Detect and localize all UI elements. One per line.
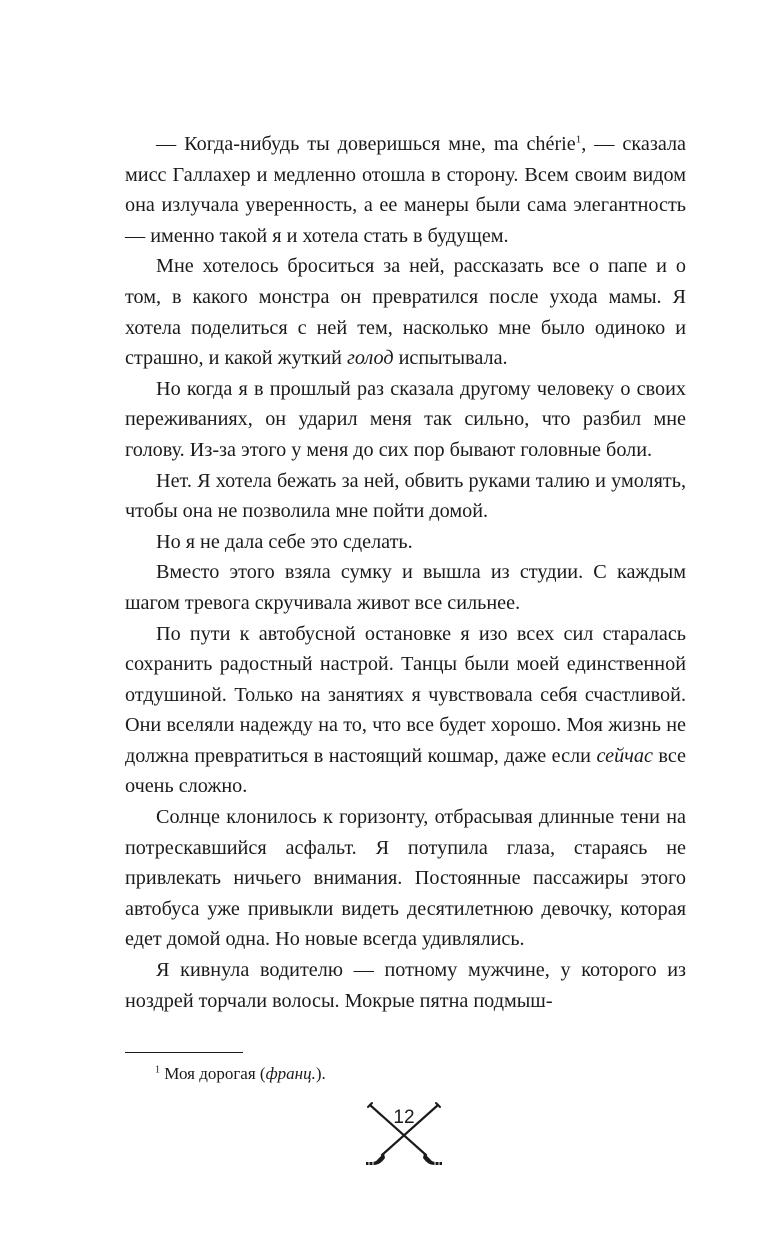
page-folio [364,1101,444,1173]
footnote-marker: 1 [155,1064,160,1076]
paragraph-5: Но я не дала себе это сделать. [156,530,413,553]
paragraph-8: Солнце клонилось к горизонту, отбрасывая длинные тени на потрескавшийся асфальт. Я потупила глаза, стараясь не привлекать ничьего внимания. Постоянные пассажиры этого автобуса уже привыкли видеть десятилетнюю девочку, которая едет домой одна. Но новые всегда удивлялись. [125,806,686,951]
paragraph-9: Я кивнула водителю — потному мужчине, у которого из ноздрей торчали волосы. Мокрые пятна подмыш- [125,959,686,1012]
paragraph-6: Вместо этого взяла сумку и вышла из студии. С каждым шагом тревога скручивала живот все сильнее. [125,561,686,614]
footnote: $^1$ Моя дорогая (франц.). [155,1064,326,1083]
paragraph-1: — Когда-нибудь ты доверишься мне, ma chérie$^1$, — сказала мисс Галлахер и медленно отошла в сторону. Всем своим видом она излучала уверенность, а ее манеры были сама элегантность — именно такой я и хотела стать в будущем. [125,133,686,247]
paragraph-4: Нет. Я хотела бежать за ней, обвить руками талию и умолять, чтобы она не позволила мне пойти домой. [125,469,686,523]
body-text [125,129,686,1016]
paragraph-3: Но когда я в прошлый раз сказала другому человеку о своих переживаниях, он ударил меня так сильно, что разбил мне голову. Из-за этого у меня до сих пор бывают головные боли. [125,377,686,461]
footnote-ref-1: 1 [575,133,582,146]
page-number: 12 [393,1107,415,1128]
paragraph-2: Мне хотелось броситься за ней, рассказать все о папе и о том, в какого монстра он превратился после ухода мамы. Я хотела поделиться с ней тем, насколько мне было одиноко и страшно, и какой жуткий голод испытывала. [125,255,686,370]
footnote-divider [125,1052,243,1053]
paragraph-7: По пути к автобусной остановке я изо всех сил старалась сохранить радостный настрой. Танцы были моей единственной отдушиной. Только на занятиях я чувствовала себя счастливой. Они вселяли надежду на то, что все будет хорошо. Моя жизнь не должна превратиться в настоящий кошмар, даже если сейчас все очень сложно. [125,622,686,798]
